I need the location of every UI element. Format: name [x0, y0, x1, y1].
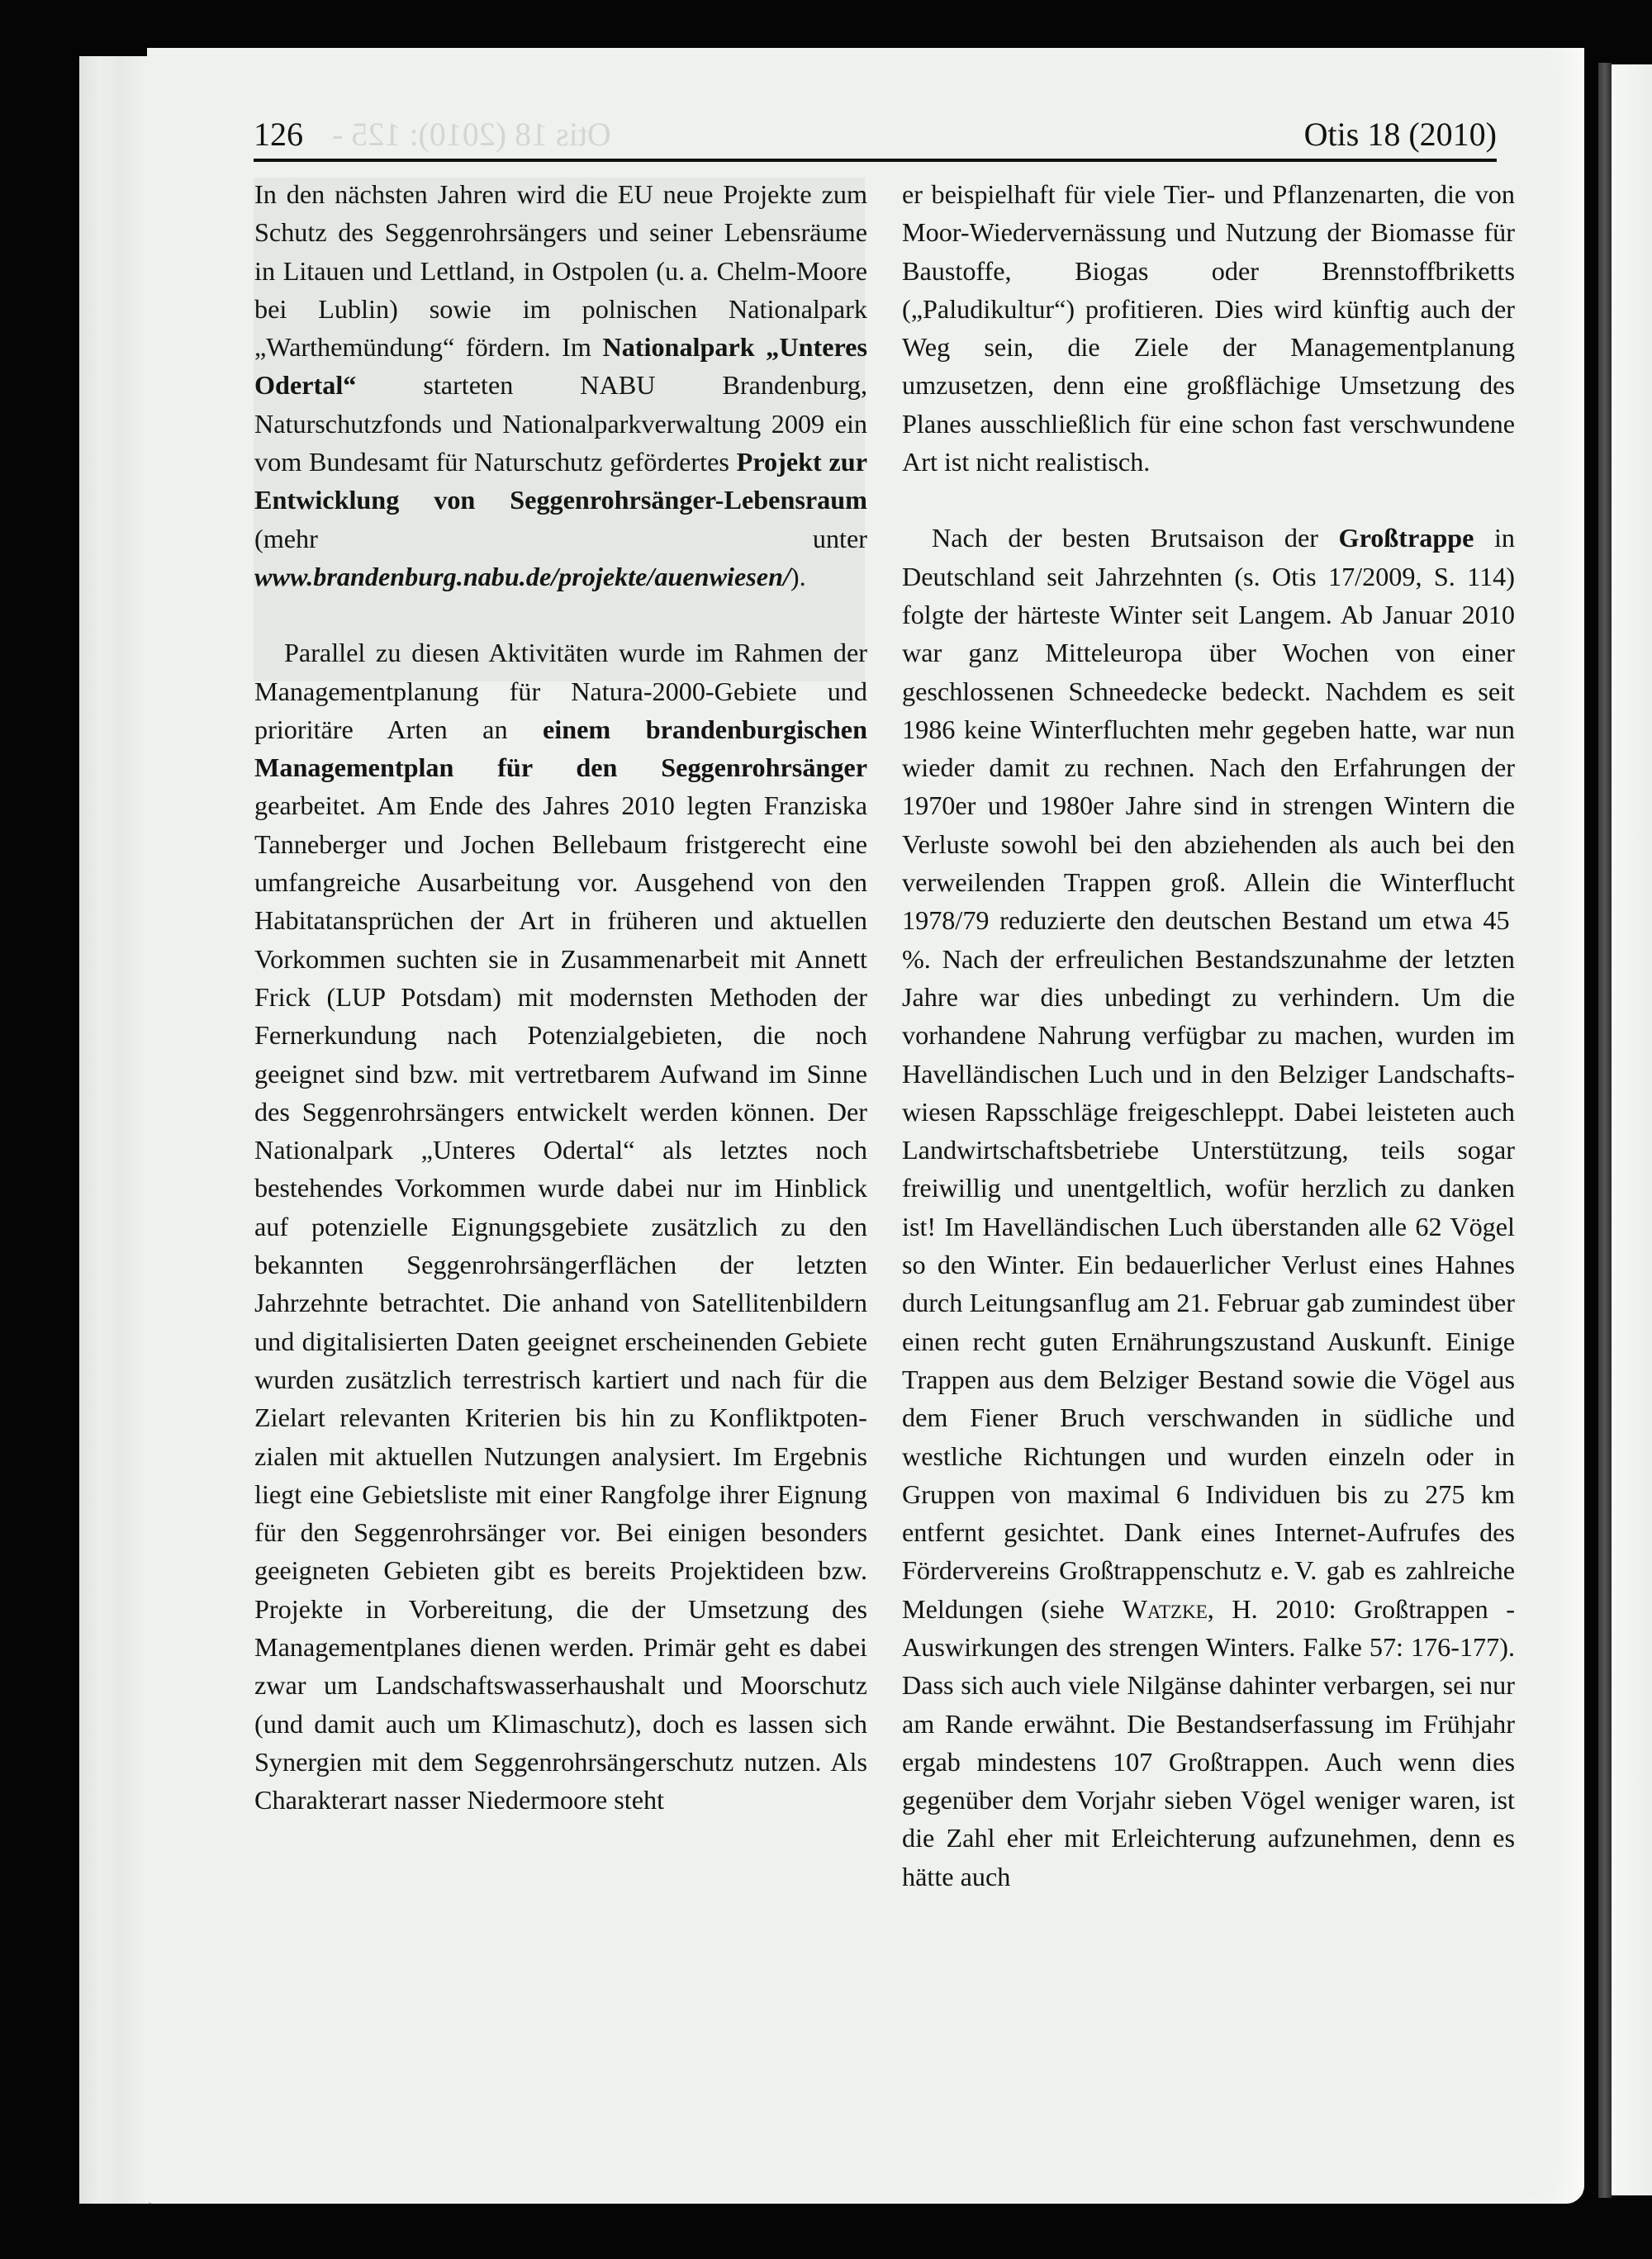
- right-column: [902, 175, 1515, 1896]
- journal-citation: Otis 18 (2010): [1303, 116, 1497, 153]
- bold-grosstrappe: Großtrappe: [1338, 523, 1474, 553]
- bold-management-plan: einem brandenburgischen Managementplan für den Seggenrohrsänger: [254, 714, 867, 783]
- left-column: [254, 175, 867, 1819]
- book-gutter: [1598, 63, 1612, 2198]
- paragraph-grosstrappe: Nach der besten Brutsaison der Großtrappe in Deutschland seit Jahrzehnten (s. Otis 17/2009, S. 114) folgte der härteste Winter seit Langem. Ab Januar 2010 war ganz Mitteleuropa über Wochen von einer geschlossenen Schneedecke bedeckt. Nachdem es seit 1986 keine Winterfluchten mehr gegeben hatte, war nun wieder damit zu rechnen. Nach den Erfahrungen der 1970er und 1980er Jahre sind in strengen Wintern die Verluste sowohl bei den abziehenden als auch bei den verweilenden Trappen groß. Allein die Winterflucht 1978/79 reduzierte den deutschen Bestand um etwa 45 %. Nach der erfreulichen Bestandszunahme der letzten Jahre war dies unbedingt zu verhindern. Um die vorhandene Nahrung verfügbar zu machen, wurden im Havelländischen Luch und in den Belziger Landschaftswiesen Rapsschläge freigeschleppt. Dabei leisteten auch Landwirtschaftsbetriebe Unterstützung, teils sogar freiwillig und unentgeltlich, wofür herzlich zu danken ist! Im Havelländischen Luch überstanden alle 62 Vögel so den Winter. Ein bedauerlicher Verlust eines Hahnes durch Leitungsanflug am 21. Februar gab zumindest über einen recht guten Ernährungszustand Auskunft. Einige Trappen aus dem Belziger Bestand sowie die Vögel aus dem Fiener Bruch verschwanden in südliche und westliche Richtungen und wurden einzeln oder in Gruppen von maximal 6 Individuen bis zu 275 km entfernt gesichtet. Dank eines Internet-Aufrufes des Fördervereins Großtrappenschutz e. V. gab es zahlreiche Meldungen (siehe Watzke, H. 2010: Großtrappen - Auswirkungen des strengen Winters. Falke 57: 176-177). Dass sich auch viele Nilgänse dahinter verbargen, sei nur am Rande erwähnt. Die Bestandserfassung im Frühjahr ergab mindestens 107 Großtrappen. Auch wenn dies gegenüber dem Vorjahr sieben Vögel weniger waren, ist die Zahl eher mit Erleichterung aufzunehmen, denn es hätte auch: [902, 523, 1516, 1891]
- author-watzke: Watzke: [1122, 1593, 1208, 1624]
- page-number: 126: [254, 116, 303, 153]
- bold-national-park: Nationalpark „Unteres Odertal“: [254, 332, 867, 401]
- facing-page-edge: [1612, 64, 1652, 2195]
- project-url[interactable]: www.brandenburg.nabu.de/projekte/auenwiesen/: [254, 561, 790, 591]
- paragraph-eu-projects: In den nächsten Jahren wird die EU neue Projekte zum Schutz des Seggenrohrsängers und seiner Lebensräume in Litauen und Lettland, in Ostpolen (u. a. Chelm-Moore bei Lublin) sowie im polnischen Nationalpark „Warthemündung“ fördern. Im Nationalpark „Unteres Odertal“ starteten NABU Brandenburg, Naturschutzfonds und Nationalparkverwaltung 2009 ein vom Bundesamt für Naturschutz gefördertes Projekt zur Entwicklung von Seggenrohrsänger-Lebensraum (mehr unter www.brandenburg.nabu.de/projekte/auenwiesen/).: [254, 179, 867, 591]
- paragraph-paludikultur: er beispielhaft für viele Tier- und Pflanzenarten, die von Moor-Wiedervernässung und Nutzung der Biomasse für Baustoffe, Biogas oder Brennstoffbriketts („Paludikultur“) profitieren. Dies wird künftig auch der Weg sein, die Ziele der Managementplanung umzusetzen, denn eine großflächige Umsetzung des Planes ausschließlich für eine schon fast verschwundene Art ist nicht realistisch.: [902, 179, 1515, 477]
- show-through-header: Otis 18 (2010): 125 -: [332, 116, 611, 153]
- bold-project-title: Projekt zur Entwicklung von Seggenrohrsänger-Lebensraum: [254, 447, 867, 515]
- paragraph-management-plan: Parallel zu diesen Aktivitäten wurde im Rahmen der Managementplanung für Natura-2000-Gebiete und prioritäre Arten an einem brandenburgischen Managementplan für den Seggenrohrsänger gearbeitet. Am Ende des Jahres 2010 legten Franziska Tanneberger und Jochen Bellebaum fristgerecht eine umfangreiche Ausarbeitung vor. Ausgehend von den Habitatansprüchen der Art in früheren und aktuellen Vorkommen suchten sie in Zusammenarbeit mit Annett Frick (LUP Potsdam) mit modernsten Methoden der Fernerkundung nach Potenzialgebieten, die noch geeignet sind bzw. mit vertretbarem Aufwand im Sinne des Seggenrohrsängers entwickelt werden können. Der Nationalpark „Unteres Odertal“ als letztes noch bestehendes Vorkommen wurde dabei nur im Hinblick auf potenzielle Eignungsgebiete zusätzlich zu den bekannten Seggenrohrsängerflächen der letzten Jahrzehnte betrachtet. Die anhand von Satellitenbildern und digitalisierten Daten geeignet erscheinenden Gebiete wurden zusätzlich terrestrisch kartiert und nach für die Zielart relevanten Kriterien bis hin zu Konfliktpotenzialen mit aktuellen Nutzungen analysiert. Im Ergebnis liegt eine Gebietsliste mit einer Rangfolge ihrer Eignung für den Seggenrohrsänger vor. Bei einigen besonders geeigneten Gebieten gibt es bereits Projektideen bzw. Projekte in Vorbereitung, die der Umsetzung des Managementplanes dienen werden. Primär geht es dabei zwar um Landschaftswasserhaushalt und Moorschutz (und damit auch um Klimaschutz), doch es lassen sich Synergien mit dem Seggenrohrsängerschutz nutzen. Als Charakterart nasser Niedermoore steht: [254, 638, 867, 1815]
- book-page-stack: [79, 56, 150, 2204]
- running-header: [254, 107, 1497, 162]
